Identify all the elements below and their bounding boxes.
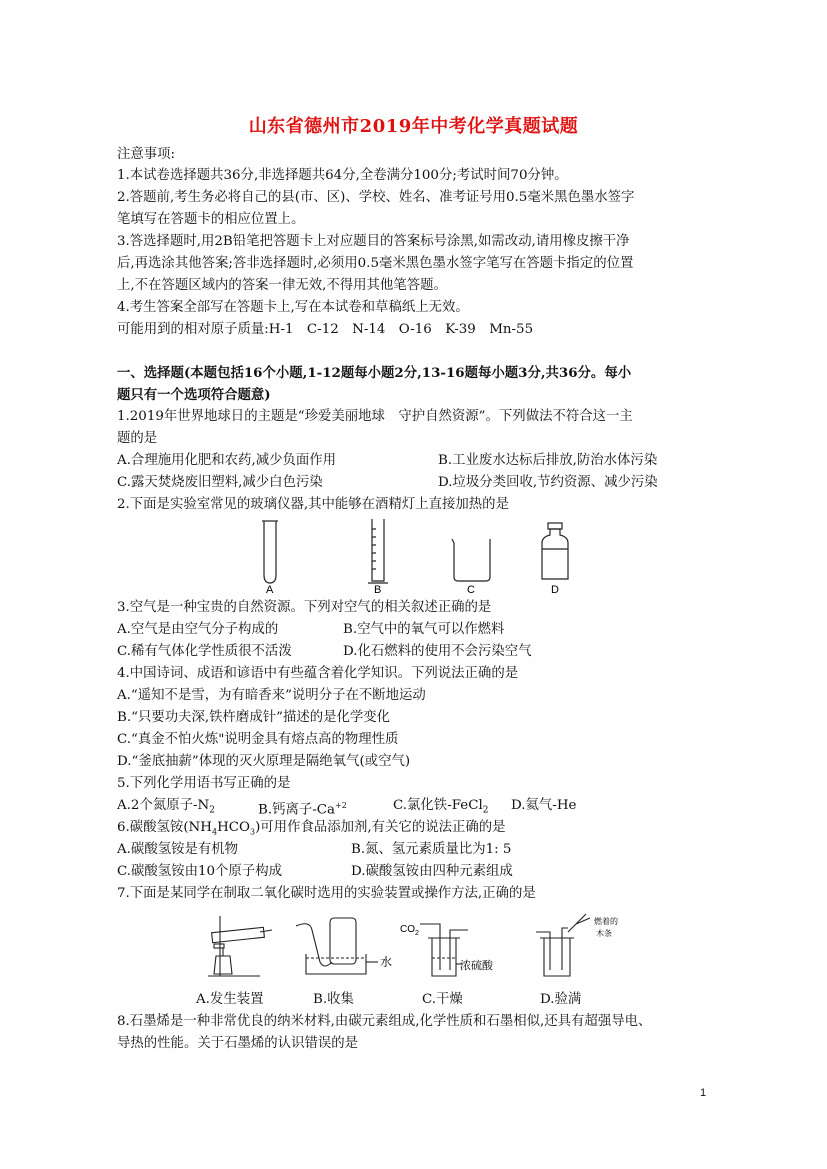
figure-label: B [374,584,382,595]
option-b: B.“只要功夫深,铁杵磨成针”描述的是化学变化 [117,710,391,725]
co2-label: $CO_2$ [400,924,419,937]
option-a: A.空气是由空气分子构成的 [117,622,279,637]
option-b: B.氮、氢元素质量比为1: 5 [351,842,512,857]
option-b: B.收集 [313,992,354,1007]
notice-heading: 注意事项: [117,147,176,162]
burning-stick-label: 燃着的 [594,917,618,926]
option-a: A.2个氮原子$-N_2$ [117,798,215,816]
option-c: C.氯化铁-FeCl$_2$ [393,798,489,816]
question-stem: 5.下列化学用语书写正确的是 [117,776,291,791]
option-d: D.碳酸氢铵由四种元素组成 [351,864,513,879]
collection-apparatus-icon [296,918,378,974]
beaker-icon [452,539,490,581]
generation-apparatus-icon [208,916,272,976]
option-c: C.“真金不怕火炼"说明金具有熔点高的物理性质 [117,732,399,747]
notice-line: 后,再选涂其他答案;答非选择题时,必须用0.5毫米黑色墨水签字笔写在答题卡指定的位置 [117,256,634,271]
gas-check-apparatus-icon [536,914,590,976]
figure-label: C [467,584,475,595]
question-stem: 1.2019年世界地球日的主题是“珍爱美丽地球 守护自然资源”。下列做法不符合这一主 [117,409,633,424]
question-stem: 4.中国诗词、成语和谚语中有些蕴含着化学知识。下列说法正确的是 [117,666,519,681]
notice-line: 1.本试卷选择题共36分,非选择题共64分,全卷满分100分;考试时间70分钟。 [117,168,568,183]
section-heading: 题只有一个选项符合题意) [117,387,271,403]
notice-line: 上,不在答题区域内的答案一律无效,不得用其他笔答题。 [117,278,447,293]
figure-label: D [551,584,559,595]
option-d: D.“釜底抽薪”体现的灭火原理是隔绝氧气(或空气) [117,754,411,769]
test-tube-icon [264,521,276,583]
question-stem: 导热的性能。关于石墨烯的认识错误的是 [117,1036,359,1051]
option-d: D.垃圾分类回收,节约资源、减少污染 [438,475,658,490]
question-stem: 2.下面是实验室常见的玻璃仪器,其中能够在酒精灯上直接加热的是 [117,497,509,512]
section-heading: 一、选择题(本题包括16个小题,1-12题每小题2分,13-16题每小题3分,共36分。每小 [117,365,632,381]
option-b: B.工业废水达标后排放,防治水体污染 [438,453,658,468]
option-c: C.干燥 [422,992,463,1007]
question-stem: 6.碳酸氢铵$(NH_4HCO_3)$可用作食品添加剂,有关它的说法正确的是 [117,820,506,837]
notice-line: 2.答题前,考生务必将自己的县(市、区)、学校、姓名、准考证号用0.5毫米黑色墨水签字 [117,190,635,205]
co2-apparatus-figure [200,910,640,986]
acid-label: 浓硫酸 [460,959,493,972]
page-title: 山东省德州市2019年中考化学真题试题 [248,116,579,137]
option-b: B.空气中的氧气可以作燃料 [343,622,505,637]
graduated-cylinder-icon [372,519,384,581]
question-stem: 8.石墨烯是一种非常优良的纳米材料,由碳元素组成,化学性质和石墨相似,还具有超强导电、 [117,1014,652,1029]
question-stem: 题的是 [117,431,158,446]
notice-line: 笔填写在答题卡的相应位置上。 [117,212,305,227]
atomic-mass-line: 可能用到的相对原子质量:H-1 C-12 N-14 O-16 K-39 Mn-55 [117,322,534,337]
option-c: C.露天焚烧废旧塑料,减少白色污染 [117,475,323,490]
burning-stick-label: 木条 [596,929,612,938]
option-c: C.碳酸氢铵由10个原子构成 [117,864,282,879]
option-a: A.合理施用化肥和农药,减少负面作用 [117,453,337,468]
option-d: D.氦气-He [511,798,577,813]
option-a: A.碳酸氢铵是有机物 [117,842,239,857]
figure-label: A [266,584,274,595]
notice-line: 3.答选择题时,用2B铅笔把答题卡上对应题目的答案标号涂黑,如需改动,请用橡皮擦干净 [117,234,630,249]
page-number: 1 [700,1087,707,1099]
option-b: B.钙离子$-Ca^{+2}$ [258,801,347,818]
option-a: A.发生装置 [196,992,264,1007]
glassware-figure [250,515,580,595]
option-a: A.“遥知不是雪，为有暗香来”说明分子在不断地运动 [117,688,426,703]
option-d: D.化石燃料的使用不会污染空气 [343,644,532,659]
question-stem: 7.下面是某同学在制取二氧化碳时选用的实验装置或操作方法,正确的是 [117,886,536,901]
option-c: C.稀有气体化学性质很不活泼 [117,644,292,659]
question-stem: 3.空气是一种宝贵的自然资源。下列对空气的相关叙述正确的是 [117,600,492,615]
reagent-bottle-icon [542,529,568,579]
water-label: 水 [380,955,393,969]
option-d: D.验满 [540,992,582,1007]
notice-line: 4.考生答案全部写在答题卡上,写在本试卷和草稿纸上无效。 [117,300,469,315]
